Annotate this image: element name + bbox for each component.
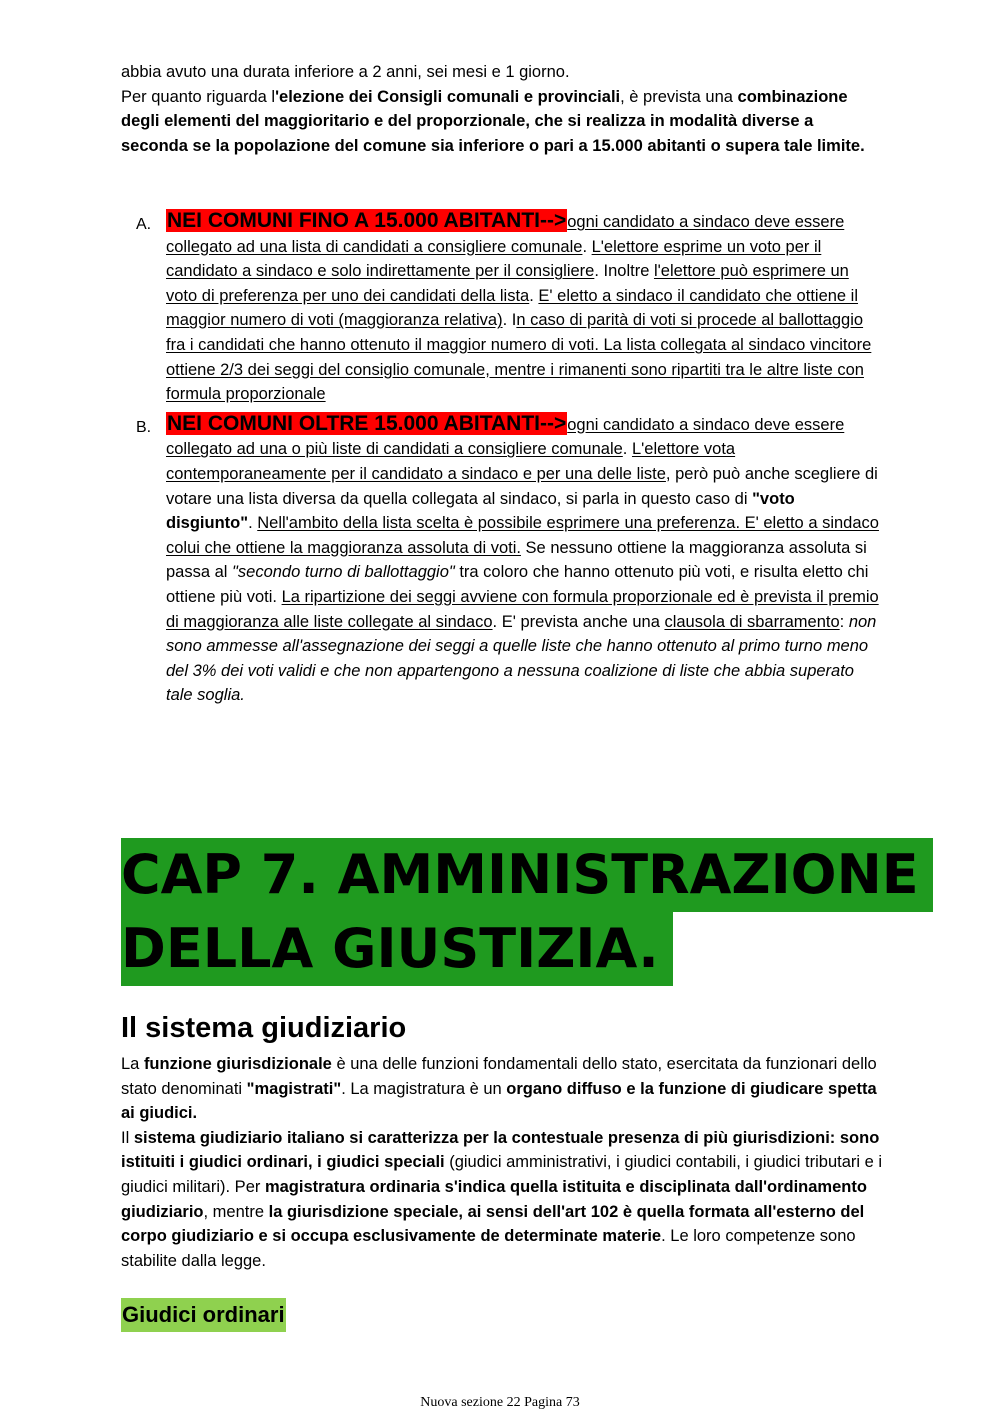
chapter-title	[121, 838, 933, 986]
section-body	[121, 1052, 886, 1273]
red-highlight-label: NEI COMUNI OLTRE 15.000 ABITANTI-->	[167, 411, 567, 435]
intro-line: abbia avuto una durata inferiore a 2 anni, sei mesi e 1 giorno.	[121, 63, 570, 81]
subheading-giudici-ordinari: Giudici ordinari	[121, 1298, 286, 1332]
red-highlight-label: NEI COMUNI FINO A 15.000 ABITANTI-->	[167, 209, 567, 232]
section-heading: Il sistema giudiziario	[121, 1012, 407, 1044]
list-marker: A.	[136, 216, 152, 233]
intro-text	[121, 60, 881, 158]
list-item-a: A. NEI COMUNI FINO A 15.000 ABITANTI-->ogni candidato a sindaco deve essere collegato ad una lista di candidati a consigliere comunale. L'elettore esprime un voto per il candidato a sindaco e solo indirettamente per il consigliere. Inoltre l'elettore può esprimere un voto di preferenza per uno dei candidati della lista. E' eletto a sindaco il candidato che ottiene il maggior numero di voti (maggioranza relativa). In caso di parità di voti si procede al ballottaggio fra i candidati che hanno ottenuto il maggior numero di voti. La lista collegata al sindaco vincitore ottiene 2/3 dei seggi del consiglio comunale, mentre i rimanenti sono ripartiti tra le altre liste con formula proporzionale	[136, 209, 872, 404]
list-item-b: B. NEI COMUNI OLTRE 15.000 ABITANTI-->ogni candidato a sindaco deve essere collegato ad una o più liste di candidati a consigliere comunale. L'elettore vota contemporaneamente per il candidato a sindaco e per una delle liste, però può anche scegliere di votare una lista diversa da quella collegata al sindaco, si parla in questo caso di "voto disgiunto". Nell'ambito della lista scelta è possibile esprimere una preferenza. E' eletto a sindaco colui che ottiene la maggioranza assoluta di voti. Se nessuno ottiene la maggioranza assoluta si passa al "secondo turno di ballottaggio" tra coloro che hanno ottenuto più voti, e risulta eletto chi ottiene più voti. La ripartizione dei seggi avviene con formula proporzionale ed è prevista il premio di maggioranza alle liste collegate al sindaco. E' prevista anche una clausola di sbarramento: non sono ammesse all'assegnazione dei seggi a quelle liste che hanno ottenuto al primo turno meno del 3% dei voti validi e che non appartengono a nessuna coalizione di liste che abbia superato tale soglia.	[136, 411, 879, 705]
section-paragraph-2: Il sistema giudiziario italiano si caratterizza per la contestuale presenza di più giurisdizioni: sono istituiti i giudici ordinari, i giudici speciali (giudici amministrativi, i giudici contabili, i giudici tributari e i giudici militari). Per magistratura ordinaria s'indica quella istituita e disciplinata dall'ordinamento giudiziario, mentre la giurisdizione speciale, ai sensi dell'art 102 è quella formata all'esterno del corpo giudiziario e si occupa esclusivamente de determinate materie. Le loro competenze sono stabilite dalla legge.	[121, 1128, 883, 1270]
chapter-title-line2: DELLA GIUSTIZIA.	[121, 912, 673, 986]
section-paragraph-1: La funzione giurisdizionale è una delle funzioni fondamentali dello stato, esercitata da funzionari dello stato denominati "magistrati". La magistratura è un organo diffuso e la funzione di giudicare spetta ai giudici.	[121, 1055, 877, 1123]
election-list	[121, 208, 881, 708]
intro-paragraph: Per quanto riguarda l'elezione dei Consigli comunali e provinciali, è prevista una combinazione degli elementi del maggioritario e del proporzionale, che si realizza in modalità diverse a seconda se la popolazione del comune sia inferiore o pari a 15.000 abitanti o supera tale limite.	[121, 87, 865, 155]
page-footer: Nuova sezione 22 Pagina 73	[420, 1395, 580, 1410]
chapter-title-line1: CAP 7. AMMINISTRAZIONE	[121, 838, 933, 912]
list-marker: B.	[136, 418, 152, 436]
